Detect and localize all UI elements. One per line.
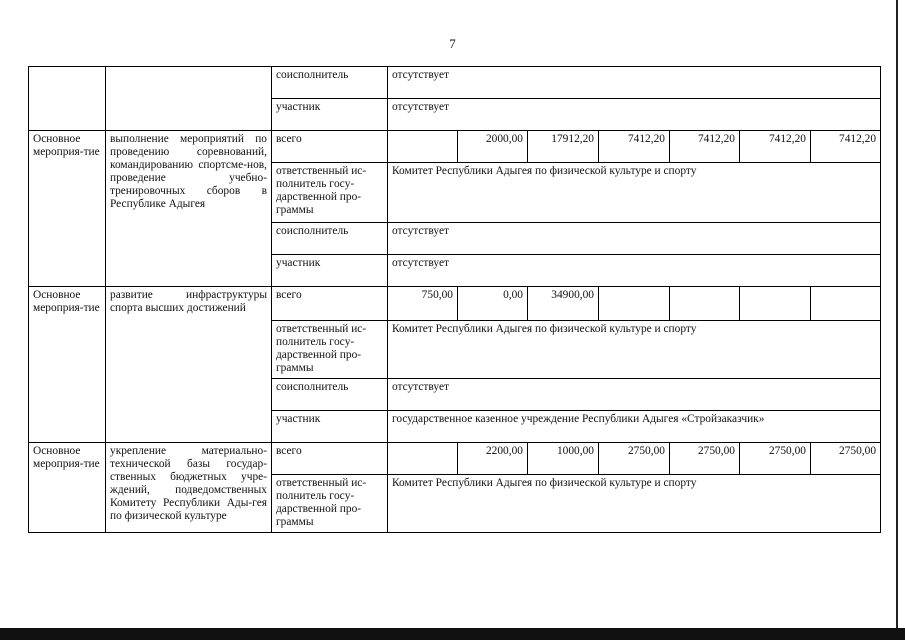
responsible-line: граммы xyxy=(276,362,314,374)
value-cell: 7412,20 xyxy=(599,131,670,163)
responsible-line: дарственной про- xyxy=(276,349,362,361)
program-table xyxy=(28,66,881,533)
role-label: всего xyxy=(272,131,388,163)
role-label: участник xyxy=(272,99,388,131)
table-row xyxy=(29,287,881,321)
role-label: всего xyxy=(272,443,388,475)
value-cell: 7412,20 xyxy=(740,131,811,163)
responsible-label xyxy=(272,475,388,533)
responsible-label xyxy=(272,163,388,223)
type-cell xyxy=(29,67,106,131)
role-label: соисполнитель xyxy=(272,223,388,255)
role-value: государственное казенное учреждение Республики Адыгея «Стройзаказчик» xyxy=(388,411,881,443)
name-cell xyxy=(106,67,272,131)
empty-value-cell xyxy=(811,287,881,321)
page-number: 7 xyxy=(449,36,456,51)
activity-type: Основное мероприя-тие xyxy=(29,443,106,533)
activity-name: укрепление материально-технической базы государ-ственных бюджетных учре-ждений, подведомственных Комитету Республики Ады-гея по физической культуре xyxy=(106,443,272,533)
activity-type: Основное мероприя-тие xyxy=(29,131,106,287)
value-cell: 7412,20 xyxy=(811,131,881,163)
value-cell: 2750,00 xyxy=(811,443,881,475)
role-value: отсутствует xyxy=(388,67,881,99)
role-label: участник xyxy=(272,255,388,287)
value-cell: 34900,00 xyxy=(528,287,599,321)
role-value: отсутствует xyxy=(388,255,881,287)
responsible-line: граммы xyxy=(276,516,314,528)
responsible-line: полнитель гocy- xyxy=(276,178,355,190)
empty-value-cell xyxy=(388,443,458,475)
scan-edge-bottom xyxy=(0,628,905,640)
responsible-line: дарственной про- xyxy=(276,191,362,203)
value-cell: 2750,00 xyxy=(740,443,811,475)
value-cell: 7412,20 xyxy=(670,131,740,163)
table-row xyxy=(29,67,881,99)
role-value: отсутствует xyxy=(388,379,881,411)
role-label: соисполнитель xyxy=(272,379,388,411)
value-cell: 2000,00 xyxy=(458,131,528,163)
value-cell: 17912,20 xyxy=(528,131,599,163)
role-value: отсутствует xyxy=(388,99,881,131)
role-label: всего xyxy=(272,287,388,321)
value-cell xyxy=(599,287,670,321)
table-row xyxy=(29,443,881,475)
responsible-value: Комитет Республики Адыгея по физической культуре и спорту xyxy=(388,321,881,379)
value-cell: 2200,00 xyxy=(458,443,528,475)
role-label: участник xyxy=(272,411,388,443)
responsible-line: ответственный ис- xyxy=(276,323,367,335)
responsible-line: ответственный ис- xyxy=(276,477,367,489)
activity-name: выполнение мероприятий по проведению соревнований, командированию спортсме-нов, проведение учебно-тренировочных сборов в Республике Адыгея xyxy=(106,131,272,287)
value-cell xyxy=(670,287,740,321)
activity-type: Основное мероприя-тие xyxy=(29,287,106,443)
responsible-value: Комитет Республики Адыгея по физической культуре и спорту xyxy=(388,475,881,533)
responsible-line: дарственной про- xyxy=(276,503,362,515)
empty-value-cell xyxy=(388,131,458,163)
responsible-line: граммы xyxy=(276,204,314,216)
responsible-line: полнитель гocy- xyxy=(276,490,355,502)
role-value: отсутствует xyxy=(388,223,881,255)
value-cell: 1000,00 xyxy=(528,443,599,475)
value-cell: 2750,00 xyxy=(670,443,740,475)
scan-edge-right xyxy=(896,0,898,628)
value-cell: 2750,00 xyxy=(599,443,670,475)
value-cell: 0,00 xyxy=(458,287,528,321)
responsible-line: полнитель гocy- xyxy=(276,336,355,348)
responsible-label xyxy=(272,321,388,379)
role-label: соисполнитель xyxy=(272,67,388,99)
value-cell: 750,00 xyxy=(388,287,458,321)
activity-name: развитие инфраструктуры спорта высших достижений xyxy=(106,287,272,443)
table-row xyxy=(29,131,881,163)
value-cell xyxy=(740,287,811,321)
responsible-value: Комитет Республики Адыгея по физической культуре и спорту xyxy=(388,163,881,223)
responsible-line: ответственный ис- xyxy=(276,165,367,177)
